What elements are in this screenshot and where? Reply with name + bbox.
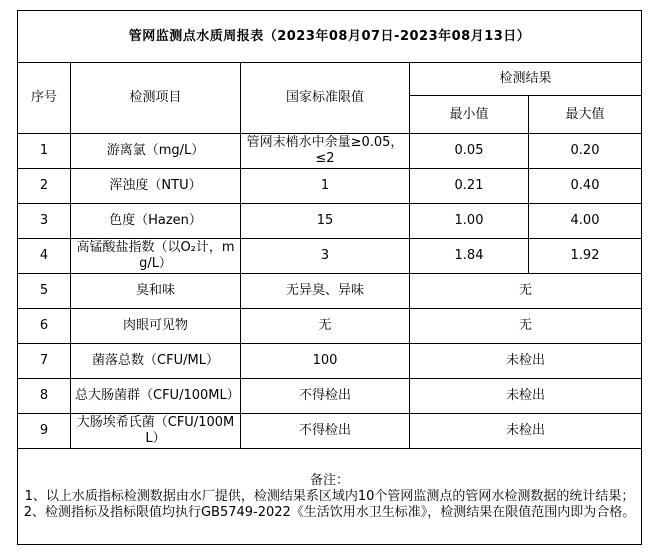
cell-min: 1.00 bbox=[410, 204, 529, 239]
cell-limit: 100 bbox=[241, 344, 410, 379]
cell-result: 无 bbox=[410, 274, 642, 309]
header-row-top bbox=[18, 63, 642, 96]
cell-min: 1.84 bbox=[410, 239, 529, 274]
header-no: 序号 bbox=[18, 63, 71, 134]
cell-item: 游离氯（mg/L） bbox=[71, 134, 241, 169]
header-limit: 国家标准限值 bbox=[241, 63, 410, 134]
table-row bbox=[18, 274, 642, 309]
cell-min: 0.05 bbox=[410, 134, 529, 169]
cell-no: 8 bbox=[18, 379, 71, 414]
cell-no: 3 bbox=[18, 204, 71, 239]
table-row bbox=[18, 344, 642, 379]
table-row bbox=[18, 414, 642, 449]
cell-no: 2 bbox=[18, 169, 71, 204]
table-row bbox=[18, 134, 642, 169]
table-row bbox=[18, 309, 642, 344]
cell-item: 高锰酸盐指数（以O₂计，mg/L） bbox=[71, 239, 241, 274]
cell-item: 大肠埃希氏菌（CFU/100ML） bbox=[71, 414, 241, 449]
notes-cell bbox=[18, 449, 642, 545]
water-quality-report-table bbox=[17, 10, 642, 545]
table-row bbox=[18, 239, 642, 274]
notes-label: 备注： bbox=[309, 472, 349, 488]
cell-no: 9 bbox=[18, 414, 71, 449]
cell-result: 未检出 bbox=[410, 344, 642, 379]
cell-no: 5 bbox=[18, 274, 71, 309]
cell-limit: 无异臭、异味 bbox=[241, 274, 410, 309]
cell-result: 无 bbox=[410, 309, 642, 344]
table-row bbox=[18, 379, 642, 414]
page-title: 管网监测点水质周报表（2023年08月07日-2023年08月13日） bbox=[18, 11, 642, 63]
cell-item: 臭和味 bbox=[71, 274, 241, 309]
cell-result: 未检出 bbox=[410, 379, 642, 414]
header-min: 最小值 bbox=[410, 96, 529, 134]
header-max: 最大值 bbox=[529, 96, 642, 134]
cell-no: 4 bbox=[18, 239, 71, 274]
cell-limit: 管网末梢水中余量≥0.05，≤2 bbox=[241, 134, 410, 169]
cell-limit: 不得检出 bbox=[241, 414, 410, 449]
cell-no: 6 bbox=[18, 309, 71, 344]
cell-max: 1.92 bbox=[529, 239, 642, 274]
cell-result: 未检出 bbox=[410, 414, 642, 449]
cell-limit: 不得检出 bbox=[241, 379, 410, 414]
notes-line-1: 1、以上水质指标检测数据由水厂提供，检测结果系区域内10个管网监测点的管网水检测数据的统计结果； bbox=[24, 488, 635, 504]
notes-row bbox=[18, 449, 642, 545]
cell-item: 色度（Hazen） bbox=[71, 204, 241, 239]
cell-no: 7 bbox=[18, 344, 71, 379]
cell-max: 0.40 bbox=[529, 169, 642, 204]
cell-limit: 15 bbox=[241, 204, 410, 239]
cell-min: 0.21 bbox=[410, 169, 529, 204]
cell-item: 浑浊度（NTU） bbox=[71, 169, 241, 204]
title-row bbox=[18, 11, 642, 63]
header-item: 检测项目 bbox=[71, 63, 241, 134]
table-row bbox=[18, 169, 642, 204]
cell-item: 总大肠菌群（CFU/100ML） bbox=[71, 379, 241, 414]
cell-max: 4.00 bbox=[529, 204, 642, 239]
cell-item: 肉眼可见物 bbox=[71, 309, 241, 344]
cell-max: 0.20 bbox=[529, 134, 642, 169]
table-row bbox=[18, 204, 642, 239]
cell-item: 菌落总数（CFU/ML） bbox=[71, 344, 241, 379]
cell-no: 1 bbox=[18, 134, 71, 169]
header-result: 检测结果 bbox=[410, 63, 642, 96]
cell-limit: 3 bbox=[241, 239, 410, 274]
cell-limit: 无 bbox=[241, 309, 410, 344]
cell-limit: 1 bbox=[241, 169, 410, 204]
notes-line-2: 2、检测指标及指标限值均执行GB5749-2022《生活饮用水卫生标准》，检测结果在限值范围内即为合格。 bbox=[23, 504, 636, 520]
